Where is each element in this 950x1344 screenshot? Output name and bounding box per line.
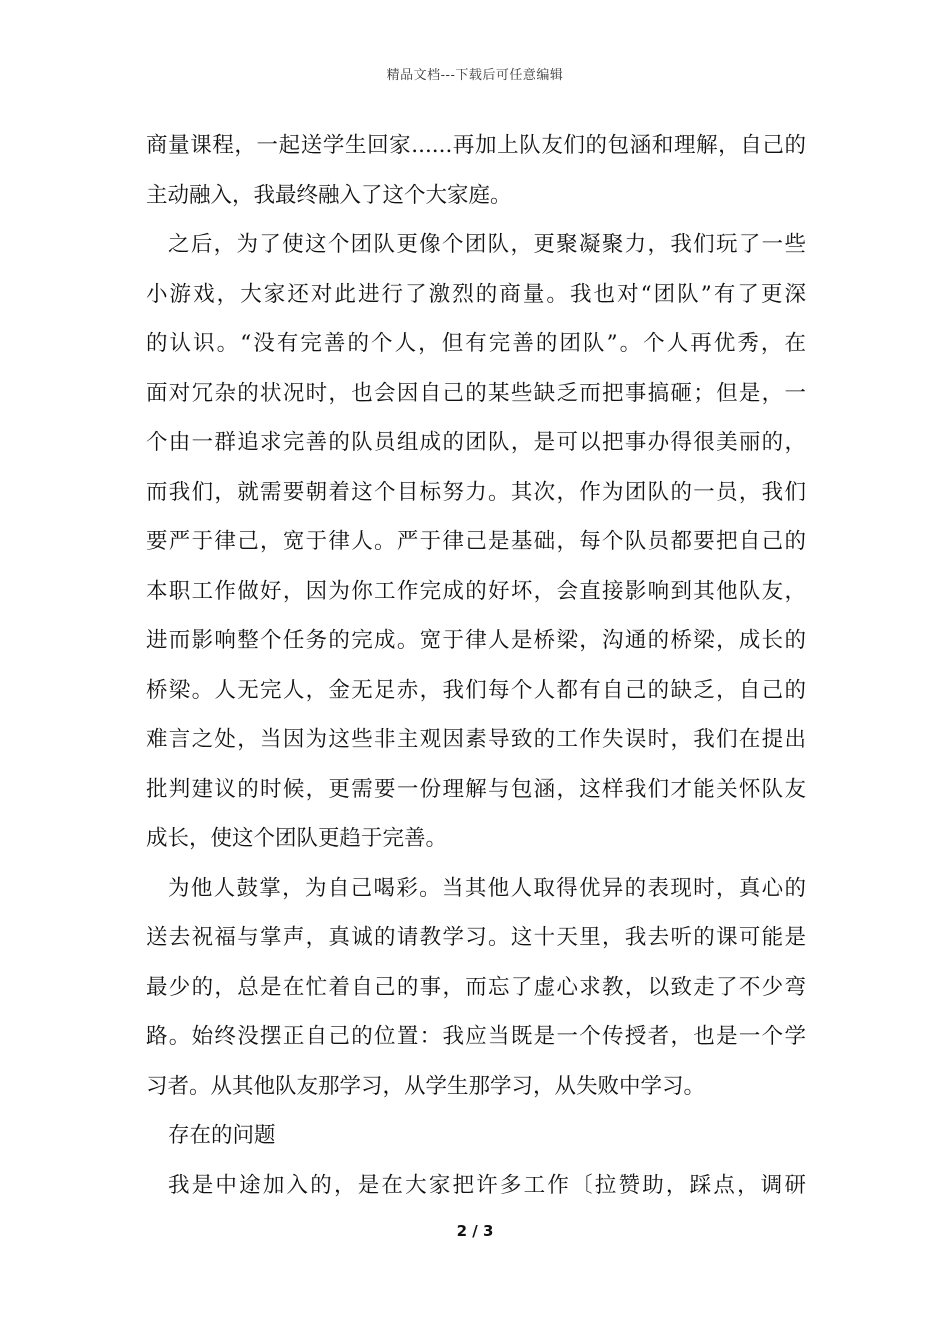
paragraph-line: 个由一群追求完善的队员组成的团队，是可以把事办得很美丽的， <box>146 430 806 455</box>
paragraph-line: 而我们，就需要朝着这个目标努力。其次，作为团队的一员，我们 <box>146 479 806 505</box>
paragraph-line: 桥梁。人无完人，金无足赤，我们每个人都有自己的缺乏，自己的 <box>146 677 806 703</box>
paragraph-line: 要严于律己，宽于律人。严于律己是基础，每个队员都要把自己的 <box>146 529 806 554</box>
paragraph-line: 习者。从其他队友那学习，从学生那学习，从失败中学习。 <box>146 1073 706 1099</box>
paragraph-line: 最少的，总是在忙着自己的事，而忘了虚心求教，以致走了不少弯 <box>146 974 806 1000</box>
paragraph-line: 本职工作做好，因为你工作完成的好坏，会直接影响到其他队友， <box>146 578 806 604</box>
paragraph-line: 送去祝福与掌声，真诚的请教学习。这十天里，我去听的课可能是 <box>146 925 806 950</box>
paragraph-line: 商量课程，一起送学生回家......再加上队友们的包涵和理解，自己的 <box>146 133 806 158</box>
page-number: 2 / 3 <box>456 1222 494 1240</box>
paragraph-line: 难言之处，当因为这些非主观因素导致的工作失误时，我们在提出 <box>146 727 806 752</box>
paragraph-line: 之后，为了使这个团队更像个团队，更聚凝聚力，我们玩了一些 <box>168 232 806 257</box>
paragraph-line: 我是中途加入的，是在大家把许多工作〔拉赞助，踩点，调研 <box>168 1172 806 1198</box>
paragraph-line: 路。始终没摆正自己的位置：我应当既是一个传授者，也是一个学 <box>146 1024 806 1049</box>
document-header-note: 精品文档---下载后可任意编辑 <box>386 68 564 83</box>
paragraph-line: 主动融入，我最终融入了这个大家庭。 <box>146 182 512 208</box>
paragraph-line: 小游戏，大家还对此进行了激烈的商量。我也对“团队”有了更深 <box>146 281 806 307</box>
paragraph-line: 为他人鼓掌，为自己喝彩。当其他人取得优异的表现时，真心的 <box>168 875 806 901</box>
paragraph-line: 批判建议的时候，更需要一份理解与包涵，这样我们才能关怀队友 <box>146 776 806 802</box>
paragraph-line: 的认识。“没有完善的个人，但有完善的团队”。个人再优秀，在 <box>146 331 806 356</box>
section-heading: 存在的问题 <box>168 1123 276 1148</box>
document-body <box>146 121 806 1210</box>
paragraph-line: 成长，使这个团队更趋于完善。 <box>146 826 448 851</box>
paragraph-line: 进而影响整个任务的完成。宽于律人是桥梁，沟通的桥梁，成长的 <box>146 628 806 653</box>
paragraph-line: 面对冗杂的状况时，也会因自己的某些缺乏而把事搞砸；但是，一 <box>146 380 806 406</box>
